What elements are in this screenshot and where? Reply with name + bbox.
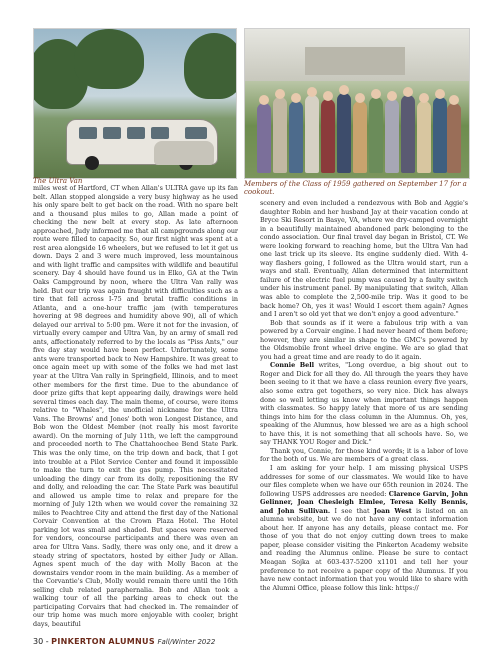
- van-window: [79, 127, 97, 139]
- van-window: [103, 127, 121, 139]
- person: [337, 93, 351, 173]
- person: [447, 103, 461, 173]
- person: [305, 95, 319, 173]
- head: [259, 95, 269, 105]
- page-number: 30: [33, 637, 44, 646]
- head: [307, 87, 317, 97]
- paragraph: scenery and even included a rendezvous with Bob and Aggie's daughter Robin and her husband Jay at their vacation condo at Bryce Ski Resort in Basye, VA, where we dry-camped overnight in a beautifully maintained abandoned park belonging to the condo association. Our final travel day began in Bristol, CT. We were looking forward to reaching home, but the Ultra Van had one last trick up its sleeve. Its engine suddenly died. With 4-way flashers going, I followed as the Ultra would start, run a ways and stall. Eventually, Allan determined that intermittent failure of the electric fuel pump was caused by a faulty switch under his instrument panel. By manipulating that switch, Allan was able to complete the 2,500-mile trip. Was it good to be back home? Oh, yes it was! Would I escort them again? Agnes and I aren't so old yet that we don't enjoy a good adventure.": [260, 199, 468, 319]
- ultra-van-photo: [33, 28, 237, 179]
- page-footer: [33, 637, 215, 646]
- head: [323, 91, 333, 101]
- paragraph: [260, 464, 468, 592]
- person: [321, 99, 335, 173]
- van-windshield: [185, 127, 207, 139]
- paragraph: [260, 361, 468, 446]
- missing-addresses-list: Clarence Garvin, John Gelinner, Joan Chesleigh Elmlee, Teresa Kelly Bennis, and John Sullivan.: [260, 489, 468, 515]
- paragraph-text: is listed on an alumna website, but we do not have any contact information about her. If anyone has any details, please contact me. For those of you that do not enjoy cutting down trees to make paper, please consider visiting the Pinkerton Academy website and reading the Alumnus online. Please be sure to contact Meagan Sojka at 603-437-5200 x1101 and tell her your preference to not receive a paper copy of the Alumnus. If you have new contact information that you would like to share with the Alumni Office, please follow this link: https://: [260, 506, 468, 592]
- paragraph: miles west of Hartford, CT when Allan's ULTRA gave up its fan belt. Allan stopped alongside a very busy highway as he used his only spare belt to get back on the road. With no spare belt and a thousand plus miles to go, Allan made a point of checking the new belt at every stop. As late afternoon approached, Judy informed me that all campgrounds along our route were filled to capacity. So, our first night was spent at a rest area alongside 16 wheelers, but we refused to let it get us down. Days 2 and 3 were much improved, less mountainous and with light traffic and campsites with wildlife and beautiful scenery. Day 4 should have found us in Elko, GA at the Twin Oaks Campground by noon, where the Ultra Van rally was held. But our trip was again fraught with difficulties such as a tire that fell across I-75 and brutal traffic conditions in Atlanta, and a one-hour traffic jam (with temperatures hovering at 98 degrees and humidity above 90), all of which delayed our arrival to 5:00 pm. Were it not for the invasion, of virtually every camper and Ultra Van, by an army of small red ants, affectionately referred to by the locals as "Piss Ants," our five day stay would have been perfect. Unfortunately, some ants were transported back to New Hampshire. It was great to once again meet up with some of the folks we had met last year at the Ultra Van rally in Springfield, Illinois, and to meet other members for the first time. Due to the abundance of door prize gifts that kept appearing daily, drawings were held several times each day. The main theme, of course, were items relative to "Whales", the unofficial nickname for the Ultra Vans. The Browns' and Jones' both won Longest Distance, and Bob won the Oldest Member (not really his most favorite award). On the morning of July 11th, we left the campground and proceeded north to The Chattahoochee Bend State Park. This was the only time, on the trip down and back, that I got into trouble at a Pilot Service Center and found it impossible to make the turn to exit the gas pump. This necessitated unloading the dingy car from its dolly, repositioning the RV and dolly, and reloading the car. The State Park was beautiful and allowed us ample time to relax and prepare for the morning of July 12th when we would cover the remaining 32 miles to Peachtree City and attend the first day of the National Corvair Convention at the Crown Plaza Hotel. The Hotel parking lot was small and shaded. But spaces were reserved for vendors, concourse participants and there was even an area for Ultra Vans. Sadly, there was only one, and it drew a steady string of spectators, hosted by either Judy or Allan. Agnes spent much of the day with Molly Bacon at the downstairs vendor room in the main building. As a member of the Corvantie's Club, Molly would remain there until the 16th selling club related paraphernalia. Bob and Allan took a walking tour of all the parking areas to check out the participating Corvairs that had checked in. The remainder of our trip home was much more enjoyable with cooler, bright days, beautiful: [33, 184, 238, 628]
- head: [387, 91, 397, 101]
- head: [355, 93, 365, 103]
- head: [291, 93, 301, 103]
- group-of-people: [255, 81, 459, 173]
- head: [419, 93, 429, 103]
- tree: [184, 33, 237, 99]
- person: [385, 99, 399, 173]
- person: [401, 95, 415, 173]
- head: [403, 87, 413, 97]
- tree: [74, 29, 144, 89]
- person: [257, 103, 271, 173]
- photo-caption-ultra-van: The Ultra Van: [33, 177, 83, 185]
- article-column-left: [33, 184, 238, 628]
- paragraph-text: writes, "Long overdue, a big shout out to Roger and Dick for all they do. All through the years they have been seeing to it that we have a class reunion every five years, also some extra get togethers, so very nice. Dick has always done so well letting us know when important things happen with classmates. So happy lately that more of us are sending things into him for the class column in the Alumnus. Oh, yes, speaking of the Alumnus, how blessed we are as a high school to have this, it is not something that all schools have. So, we say THANK YOU Roger and Dick.": [260, 361, 468, 447]
- person: [273, 97, 287, 173]
- paragraph-text: I see that: [330, 506, 374, 515]
- issue-label: Fall/Winter 2022: [157, 638, 216, 646]
- tow-car: [154, 141, 214, 165]
- head: [339, 85, 349, 95]
- person: [289, 101, 303, 173]
- person: [433, 97, 447, 173]
- paragraph-text: I am asking for your help. I am missing physical USPS addresses for some of our classmates. We would like to have our files complete when we have our 65th reunion in 2024. The following USPS addresses are needed:: [260, 463, 468, 498]
- article-column-right: [260, 199, 468, 592]
- van-window: [151, 127, 169, 139]
- head: [449, 95, 459, 105]
- paragraph: Bob that sounds as if it were a fabulous trip with a van powered by a Corvair engine. I had never heard of them before; however, they are similar in shape to the GMC's powered by the Oldsmobile front wheel drive engine. We are so glad that you had a great time and are ready to do it again.: [260, 318, 468, 361]
- publication-brand: PINKERTON: [51, 637, 106, 646]
- van-window: [127, 127, 145, 139]
- footer-dash: -: [45, 637, 49, 646]
- van-wheel: [85, 156, 99, 170]
- classmate-name: Joan West: [373, 506, 412, 515]
- photo-caption-class-group: Members of the Class of 1959 gathered on September 17 for a cookout.: [244, 180, 467, 196]
- publication-name: ALUMNUS: [108, 637, 155, 646]
- person: [369, 97, 383, 173]
- classmate-name: Connie Bell: [270, 361, 315, 370]
- class-group-photo: [244, 28, 470, 179]
- person: [353, 101, 367, 173]
- head: [371, 89, 381, 99]
- head: [275, 89, 285, 99]
- person: [417, 101, 431, 173]
- background-building: [245, 29, 469, 81]
- head: [435, 89, 445, 99]
- paragraph: Thank you, Connie, for those kind words; it is a labor of love for the both of us. We are members of a great class.: [260, 446, 468, 464]
